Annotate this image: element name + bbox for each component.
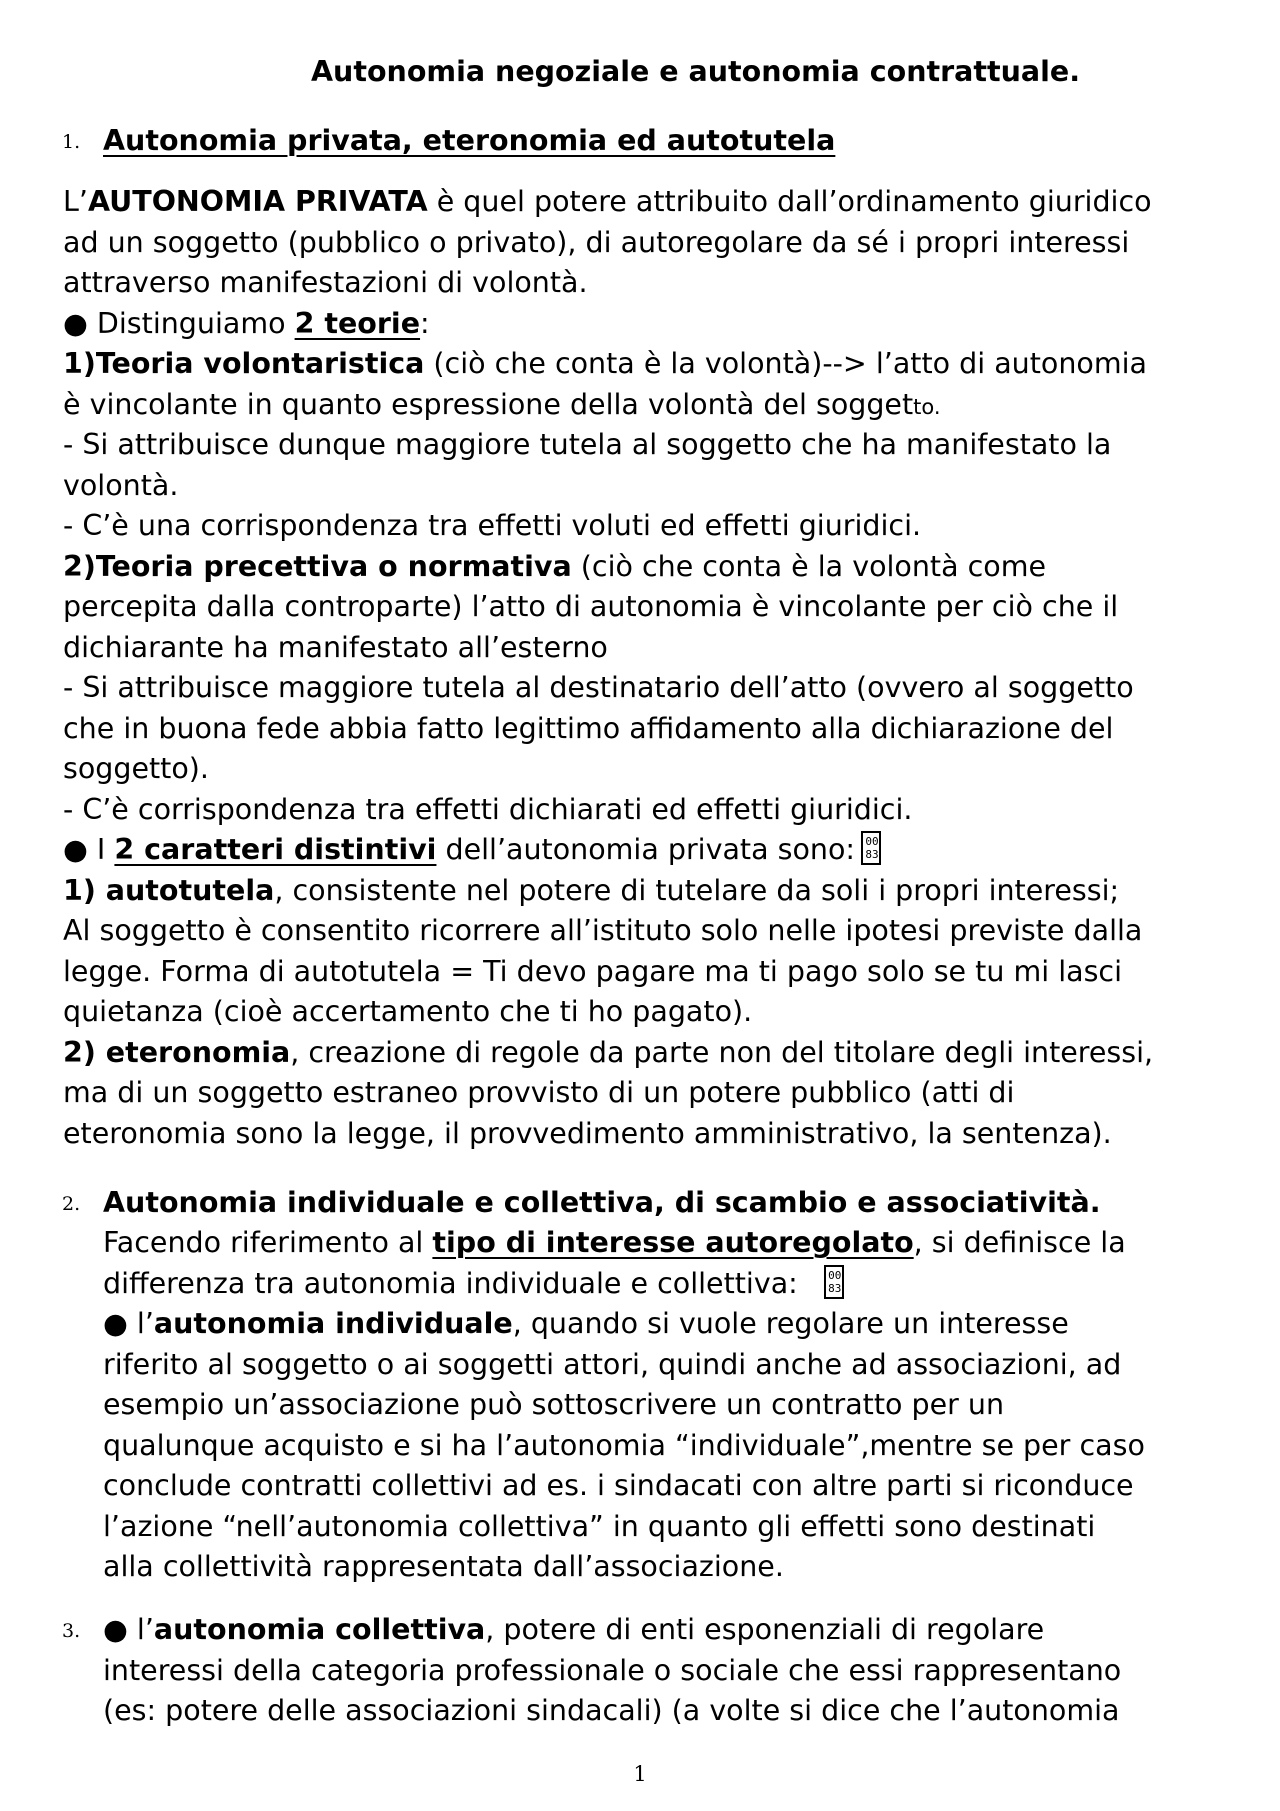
autonomia-individuale-term: autonomia individuale [153,1307,513,1340]
caratteri-distintivi-term: 2 caratteri distintivi [114,833,437,866]
document-title: Autonomia negoziale e autonomia contrattuale. [311,55,1081,88]
paragraph-line: riferito al soggetto o ai soggetti attori, quindi anche ad associazioni, ad [103,1347,1122,1381]
text: è quel potere attribuito dall’ordinamento giuridico [427,185,1152,218]
text: ● Distinguiamo [63,306,295,340]
text: : [420,306,430,340]
bullet-line [63,830,1233,871]
glyph-code-top: 00 [865,835,879,848]
paragraph-line: - C’è una corrispondenza tra effetti voluti ed effetti giuridici. [63,509,922,542]
autotutela-term: 1) autotutela [63,873,275,907]
paragraph-line: - C’è corrispondenza tra effetti dichiarati ed effetti giuridici. [63,792,913,826]
teoria-volontaristica-term: 1)Teoria volontaristica [63,347,425,380]
autonomia-collettiva-term: autonomia collettiva [153,1613,486,1646]
paragraph-line [63,871,1233,912]
paragraph-line: conclude contratti collettivi ad es. i sindacati con altre parti si riconduce [103,1469,1134,1502]
text: (ciò che conta è la volontà)--> l’atto di autonomia [424,347,1147,380]
text: L’ [63,185,88,218]
paragraph-line [63,385,1233,426]
paragraph-line [63,344,1233,385]
paragraph-line: dichiarante ha manifestato all’esterno [63,630,608,664]
text: Facendo riferimento al [103,1226,433,1259]
text: , potere di enti esponenziali di regolare [485,1613,1045,1646]
paragraph-line: ma di un soggetto estraneo provvisto di un potere pubblico (atti di [63,1076,1015,1109]
section-2-heading: Autonomia individuale e collettiva, di scambio e associatività. [103,1186,1101,1219]
section-3-number: 3. [62,1620,81,1642]
glyph-code-bottom: 83 [865,848,879,861]
eteronomia-term: 2) eteronomia [63,1035,291,1069]
paragraph-line: legge. Forma di autotutela = Ti devo pagare ma ti pago solo se tu mi lasci [63,954,1123,988]
paragraph-line: (es: potere delle associazioni sindacali) (a volte si dice che l’autonomia [103,1694,1120,1727]
tipo-interesse-term: tipo di interesse autoregolato [432,1226,914,1259]
bullet-line [103,1304,1273,1345]
paragraph-line: che in buona fede abbia fatto legittimo affidamento alla dichiarazione del [63,711,1114,745]
section-1-body [63,182,1233,1154]
paragraph-line: soggetto). [63,752,209,785]
teorie-term: 2 teorie [294,306,421,340]
paragraph-line: - Si attribuisce maggiore tutela al destinatario dell’atto (ovvero al soggetto [63,671,1134,704]
section-1-number: 1. [62,131,81,153]
section-2-number: 2. [62,1193,81,1215]
text: , creazione di regole da parte non del titolare degli interessi, [290,1035,1154,1069]
missing-glyph-icon [824,1265,844,1299]
paragraph-line [103,1264,1273,1305]
paragraph-line: esempio un’associazione può sottoscrivere un contratto per un [103,1388,1005,1421]
bullet-line [63,304,1233,345]
page-number: 1 [633,1762,647,1786]
text: , consistente nel potere di tutelare da soli i propri interessi; [274,873,1120,907]
text: (ciò che conta è la volontà come [571,549,1047,583]
paragraph-line: quietanza (cioè accertamento che ti ho pagato). [63,995,753,1028]
paragraph-line: - Si attribuisce dunque maggiore tutela al soggetto che ha manifestato la [63,428,1112,461]
missing-glyph-icon [861,831,881,865]
paragraph-line: volontà. [63,468,179,502]
section-3-body [103,1610,1273,1732]
paragraph-line [63,182,1233,223]
section-2-body [103,1223,1273,1588]
paragraph-line [63,547,1233,588]
glyph-code-top: 00 [828,1268,842,1282]
paragraph-line: l’azione “nell’autonomia collettiva” in quanto gli effetti sono destinati [103,1509,1096,1543]
paragraph-line [103,1223,1273,1264]
text: to. [913,394,941,419]
text: ● I [63,833,115,866]
text: dell’autonomia privata sono: [436,833,856,866]
paragraph-line: interessi della categoria professionale o sociale che essi rappresentano [103,1653,1122,1687]
paragraph-line: eteronomia sono la legge, il provvedimento amministrativo, la sentenza). [63,1116,1112,1150]
bullet-line [103,1610,1273,1651]
text: ● l’ [103,1613,154,1646]
autonomia-privata-term: AUTONOMIA PRIVATA [87,185,428,218]
teoria-precettiva-term: 2)Teoria precettiva o normativa [63,549,572,583]
text: , si definisce la [913,1226,1126,1259]
text: , quando si vuole regolare un interesse [512,1307,1069,1340]
section-1-heading: Autonomia privata, eteronomia ed autotutela [103,124,836,157]
paragraph-line: Al soggetto è consentito ricorrere all’istituto solo nelle ipotesi previste dalla [63,914,1143,947]
paragraph-line: attraverso manifestazioni di volontà. [63,266,588,299]
paragraph-line [63,1033,1233,1074]
paragraph-line: percepita dalla controparte) l’atto di autonomia è vincolante per ciò che il [63,590,1119,623]
glyph-code-bottom: 83 [828,1281,842,1295]
paragraph-line: alla collettività rappresentata dall’associazione. [103,1550,784,1583]
text: è vincolante in quanto espressione della volontà del sogget [63,387,914,421]
text: ● l’ [103,1307,154,1340]
text: differenza tra autonomia individuale e collettiva: [103,1266,798,1300]
paragraph-line: ad un soggetto (pubblico o privato), di autoregolare da sé i propri interessi [63,225,1130,259]
paragraph-line: qualunque acquisto e si ha l’autonomia “individuale”,mentre se per caso [103,1428,1145,1462]
